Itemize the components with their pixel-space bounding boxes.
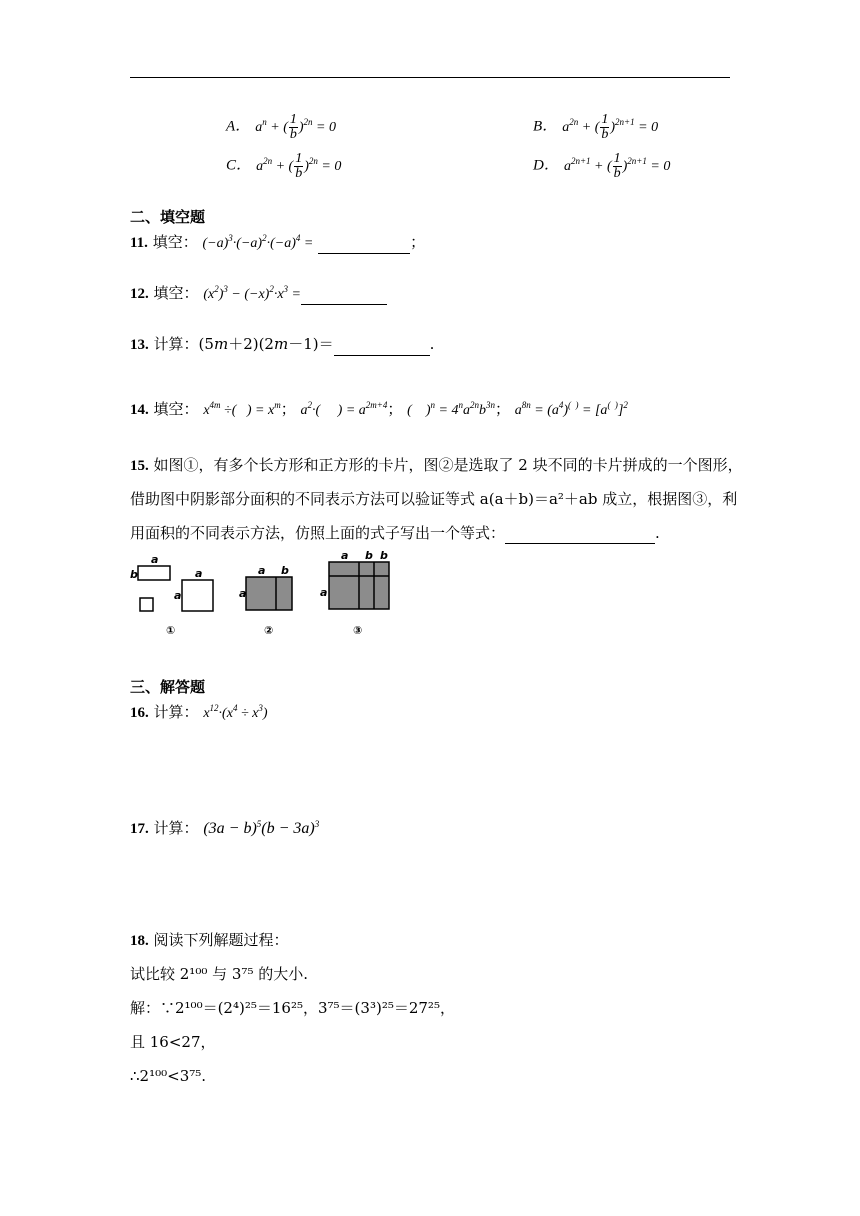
question-18-line4: ∴2¹⁰⁰<3⁷⁵. [130, 1067, 207, 1085]
separator: ； [387, 400, 403, 418]
option-d[interactable] [533, 152, 670, 181]
option-math: $a^{2n}$ + ( $\frac{1}{b}$ )$^{2n}$ = 0 [256, 151, 342, 181]
question-label: 填空： [152, 233, 198, 251]
figure-1 [130, 553, 213, 637]
card-rect-ab [138, 566, 170, 580]
question-label: 计算： [153, 819, 199, 837]
option-letter: C． [226, 157, 252, 174]
label-a: a [174, 589, 182, 602]
answer-blank[interactable] [334, 337, 430, 356]
label-b: b [281, 564, 289, 577]
question-18-line1: 试比较 2¹⁰⁰ 与 3⁷⁵ 的大小. [130, 965, 308, 983]
section-title-solve: 三、解答题 [130, 678, 206, 696]
label-a: a [341, 549, 349, 562]
card-square-a [182, 580, 213, 611]
header-rule [130, 77, 730, 78]
question-12 [130, 282, 387, 305]
question-number: 12. [130, 286, 149, 302]
question-label: 填空： [153, 400, 199, 418]
figure-2 [239, 564, 292, 637]
question-tail: . [655, 524, 660, 542]
question-number: 11. [130, 235, 148, 251]
separator: ； [494, 400, 510, 418]
question-18-line3: 且 16<27， [130, 1033, 216, 1051]
question-tail: . [429, 335, 435, 353]
option-letter: A． [226, 118, 251, 135]
figure-3 [320, 549, 389, 637]
question-15-line1 [130, 458, 743, 474]
question-part: ( )$^n = 4^na^{2n}b^{3n}$ [407, 400, 495, 418]
option-math: $a^{2n+1}$ + ( $\frac{1}{b}$ )$^{2n+1}$ = 0 [563, 151, 671, 181]
question-number: 14. [130, 402, 149, 418]
question-expr: (5m＋2)(2m－1)＝ [198, 335, 334, 353]
option-letter: B． [533, 118, 558, 135]
question-tail: ； [410, 233, 426, 251]
question-part: $x^{4m}$ ÷( ) = $x^m$ [203, 400, 281, 418]
question-part: $a^{8n} = (a^4)^{( )} = [a^{( )}]^2$ [514, 400, 628, 418]
label-b: b [130, 568, 138, 581]
answer-blank[interactable] [301, 286, 387, 305]
section-title-fill-in: 二、填空题 [130, 208, 206, 226]
question-text: 阅读下列解题过程： [153, 931, 289, 949]
separator: ； [280, 400, 296, 418]
card-square-b [140, 598, 153, 611]
question-number: 18. [130, 933, 149, 949]
area-figure [128, 548, 398, 640]
question-expr: $(-a)^3\cdot(-a)^2\cdot(-a)^4$ = [202, 233, 314, 251]
caption-2: ② [264, 624, 274, 637]
label-a: a [151, 553, 159, 566]
question-15-line2: 借助图中阴影部分面积的不同表示方法可以验证等式 a(a＋b)＝a²＋ab 成立，根据图③，利 [130, 490, 738, 508]
answer-blank[interactable] [318, 235, 410, 254]
option-letter: D． [533, 157, 559, 174]
question-text: 用面积的不同表示方法，仿照上面的式子写出一个等式： [130, 524, 506, 542]
option-math: $a^n$ + ( $\frac{1}{b}$ )$^{2n}$ = 0 [255, 112, 336, 142]
label-a: a [320, 586, 328, 599]
question-text: 如图①，有多个长方形和正方形的卡片，图②是选取了 2 块不同的卡片拼成的一个图形， [153, 456, 743, 474]
question-18-line2: 解：∵2¹⁰⁰＝(2⁴)²⁵＝16²⁵，3⁷⁵＝(3³)²⁵＝27²⁵， [130, 999, 455, 1017]
label-a: a [195, 567, 203, 580]
caption-3: ③ [353, 624, 363, 637]
answer-blank[interactable] [505, 528, 655, 544]
question-number: 16. [130, 705, 149, 721]
question-number: 15. [130, 458, 149, 474]
option-b[interactable] [533, 113, 658, 142]
question-number: 17. [130, 821, 149, 837]
label-b: b [380, 549, 388, 562]
question-expr: $(x^2)^3 - (-x)^2\cdot x^3$ = [203, 284, 301, 302]
question-expr: $x^{12}\cdot(x^4 \div x^3)$ [203, 703, 268, 721]
question-number: 13. [130, 337, 149, 353]
question-13 [130, 333, 434, 356]
question-18-title [130, 933, 289, 949]
option-math: $a^{2n}$ + ( $\frac{1}{b}$ )$^{2n+1}$ = 0 [562, 112, 659, 142]
shaded-region [246, 577, 292, 610]
question-expr: $(3a - b)^5(b - 3a)^3$ [203, 819, 320, 837]
question-label: 填空： [153, 284, 199, 302]
question-label: 计算： [153, 335, 199, 353]
option-c[interactable] [226, 152, 341, 181]
label-a: a [258, 564, 266, 577]
question-11 [130, 231, 425, 254]
question-15-line3 [130, 526, 660, 544]
question-14 [130, 398, 628, 419]
question-17 [130, 817, 319, 838]
label-b: b [365, 549, 373, 562]
question-16 [130, 701, 268, 722]
caption-1: ① [166, 624, 176, 637]
question-part: $a^2\cdot$( ) = $a^{2m+4}$ [300, 400, 388, 418]
question-label: 计算： [153, 703, 199, 721]
label-a: a [239, 587, 247, 600]
option-a[interactable] [226, 113, 336, 142]
